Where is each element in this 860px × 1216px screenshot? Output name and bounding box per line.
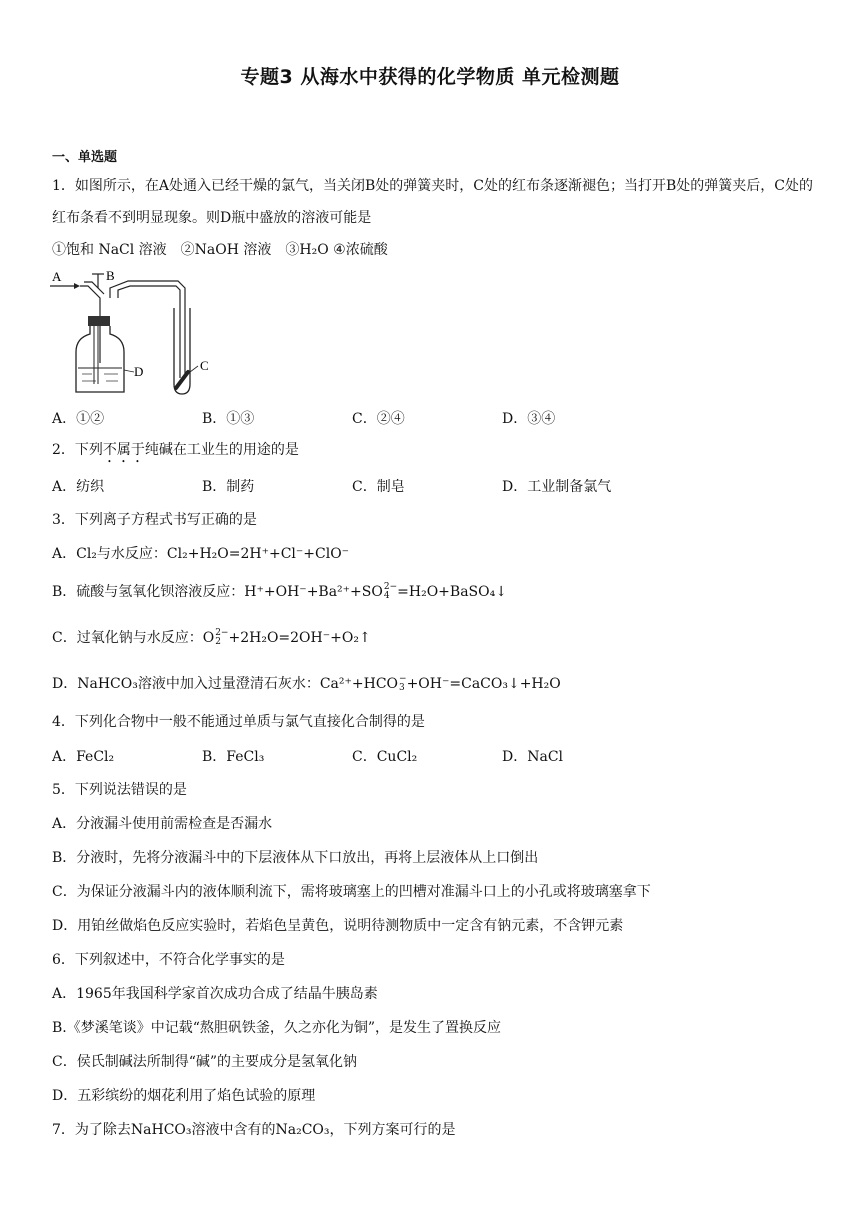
question-5-stem: 5．下列说法错误的是 <box>52 782 187 798</box>
question-6-option-a[interactable]: A．1965年我国科学家首次成功合成了结晶牛胰岛素 <box>52 986 378 1002</box>
option-b[interactable]: B．FeCl₃ <box>202 749 265 765</box>
question-7-stem: 7．为了除去NaHCO₃溶液中含有的Na₂CO₃，下列方案可行的是 <box>52 1122 456 1138</box>
question-5-option-d[interactable]: D．用铂丝做焰色反应实验时，若焰色呈黄色，说明待测物质中一定含有钠元素，不含钾元素 <box>52 918 624 934</box>
option-a[interactable]: A．FeCl₂ <box>52 749 115 765</box>
option-b-tail: =H₂O+BaSO₄↓ <box>397 584 507 600</box>
question-5-option-b[interactable]: B．分液时，先将分液漏斗中的下层液体从下口放出，再将上层液体从上口倒出 <box>52 850 539 866</box>
question-3-option-b[interactable] <box>52 582 820 602</box>
peroxide-charge: 2− 2 <box>215 628 229 647</box>
question-4-options <box>52 746 812 766</box>
option-a[interactable]: A．纺织 <box>52 479 105 495</box>
question-6-stem: 6．下列叙述中，不符合化学事实的是 <box>52 952 285 968</box>
question-2-options <box>52 476 812 496</box>
question-3-stem: 3．下列离子方程式书写正确的是 <box>52 512 257 528</box>
option-c-text: C．过氧化钠与水反应：O <box>52 630 215 646</box>
question-3-option-c[interactable] <box>52 628 820 648</box>
option-d[interactable]: D．工业制备氯气 <box>502 479 612 495</box>
question-5-option-a[interactable]: A．分液漏斗使用前需检查是否漏水 <box>52 816 273 832</box>
option-c-tail: +2H₂O=2OH⁻+O₂↑ <box>228 630 371 646</box>
question-6-option-d[interactable]: D．五彩缤纷的烟花利用了焰色试验的原理 <box>52 1088 316 1104</box>
label-c: C <box>200 358 209 373</box>
question-3-option-a[interactable]: A．Cl₂与水反应：Cl₂+H₂O=2H⁺+Cl⁻+ClO⁻ <box>52 546 350 562</box>
option-a[interactable]: A．①② <box>52 411 105 427</box>
question-6-option-b[interactable]: B.《梦溪笔谈》中记载“熬胆矾铁釜，久之亦化为铜”，是发生了置换反应 <box>52 1020 502 1036</box>
section-heading: 一、单选题 <box>52 150 118 165</box>
option-b[interactable]: B．制药 <box>202 479 255 495</box>
question-1-options <box>52 408 812 428</box>
bicarbonate-charge: − 3 <box>399 674 407 693</box>
sulfate-charge: 2− 4 <box>383 582 398 601</box>
option-b[interactable]: B．①③ <box>202 411 255 427</box>
gas-washing-apparatus-diagram <box>48 268 228 398</box>
question-5-option-c[interactable]: C．为保证分液漏斗内的液体顺利流下，需将玻璃塞上的凹槽对准漏斗口上的小孔或将玻璃塞拿下 <box>52 884 651 900</box>
option-d[interactable]: D．NaCl <box>502 749 564 765</box>
label-b: B <box>106 268 115 283</box>
label-d: D <box>134 364 144 379</box>
question-4-stem: 4．下列化合物中一般不能通过单质与氯气直接化合制得的是 <box>52 714 425 730</box>
question-2-stem <box>52 440 820 466</box>
option-c[interactable]: C．②④ <box>352 411 405 427</box>
option-b-text: B．硫酸与氢氧化钡溶液反应：H⁺+OH⁻+Ba²⁺+SO <box>52 584 383 600</box>
option-c[interactable]: C．CuCl₂ <box>352 749 418 765</box>
option-d-text: D．NaHCO₃溶液中加入过量澄清石灰水：Ca²⁺+HCO <box>52 676 399 692</box>
option-d[interactable]: D．③④ <box>502 411 556 427</box>
question-1-stem: 1．如图所示，在A处通入已经干燥的氯气，当关闭B处的弹簧夹时，C处的红布条逐渐褪色；当打开B处的弹簧夹后，C处的红布条看不到明显现象。则D瓶中盛放的溶液可能是 <box>52 178 814 226</box>
option-d-tail: +OH⁻=CaCO₃↓+H₂O <box>406 676 561 692</box>
question-6-option-c[interactable]: C．侯氏制碱法所制得“碱”的主要成分是氢氧化钠 <box>52 1054 358 1070</box>
option-c[interactable]: C．制皂 <box>352 479 405 495</box>
question-2-prefix: 2．下列 <box>52 442 103 458</box>
label-a: A <box>52 269 62 284</box>
question-2-suffix: 纯碱在工业生的用途的是 <box>144 442 299 458</box>
question-2-emphasis: 不属于 <box>102 442 145 458</box>
question-3-option-d[interactable] <box>52 674 820 694</box>
question-1-choices: ①饱和 NaCl 溶液 ②NaOH 溶液 ③H₂O ④浓硫酸 <box>52 242 388 258</box>
page-title: 专题3 从海水中获得的化学物质 单元检测题 <box>240 66 620 88</box>
